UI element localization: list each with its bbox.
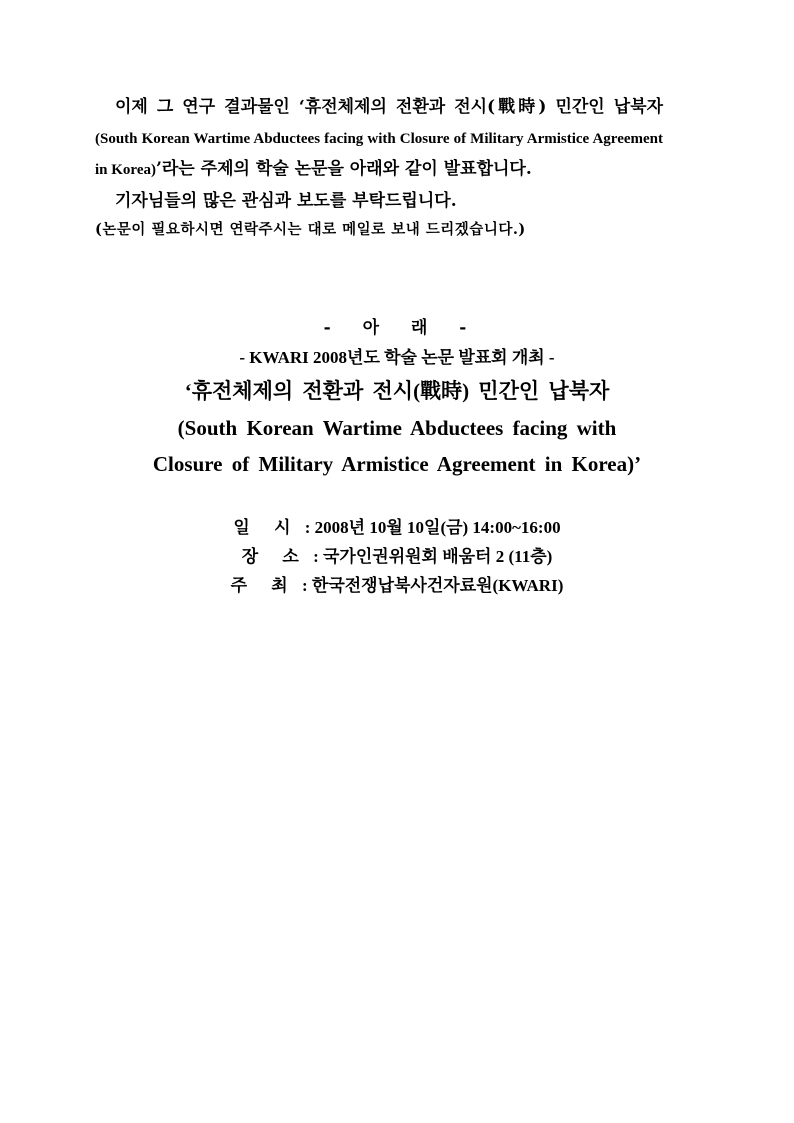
intro-paragraph-1-korean-end: ’라는 주제의 학술 논문을 아래와 같이 발표합니다. <box>155 159 532 179</box>
intro-paragraph-1-korean-start: 이제 그 연구 결과물인 ‘휴전체제의 전환과 전시(戰時) 민간인 납북자 <box>115 97 663 117</box>
paper-title-english-line-2: Closure of Military Armistice Agreement in Korea)’ <box>152 452 642 476</box>
detail-row-place <box>0 542 794 571</box>
place-value: 국가인권위원회 배움터 2 (11층) <box>323 547 553 566</box>
host-value: 한국전쟁납북사건자료원(KWARI) <box>311 576 564 595</box>
title-block <box>0 343 794 483</box>
event-line: - KWARI 2008년도 학술 논문 발표회 개최 - <box>239 348 555 367</box>
intro-paragraph-1-english-title: (South Korean Wartime Abductees facing with Closure of Military Armistice Agreement in Korea) <box>95 130 663 178</box>
notice-heading: - 아 래 - <box>323 318 471 338</box>
detail-row-date <box>0 513 794 542</box>
intro-paragraph-2-text: 기자님들의 많은 관심과 보도를 부탁드립니다. <box>115 190 457 211</box>
date-label: 일 시 <box>233 518 301 537</box>
paper-title-english-line-1: (South Korean Wartime Abductees facing with <box>177 415 617 440</box>
date-value: 2008년 10월 10일(금) 14:00~16:00 <box>314 518 561 537</box>
host-separator: : <box>301 576 308 595</box>
event-details <box>0 513 794 600</box>
detail-row-host <box>0 571 794 600</box>
place-label: 장 소 <box>241 547 309 566</box>
intro-paragraph-2 <box>95 186 663 217</box>
intro-note: (논문이 필요하시면 연락주시는 대로 메일로 보내 드리겠습니다.) <box>95 221 526 238</box>
intro-paragraph-1 <box>95 92 663 186</box>
host-label: 주 최 <box>230 576 298 595</box>
date-separator: : <box>304 518 311 537</box>
intro-section <box>95 92 663 244</box>
place-separator: : <box>313 547 319 566</box>
paper-title-korean: ‘휴전체제의 전환과 전시(戰時) 민간인 납북자 <box>184 379 610 403</box>
